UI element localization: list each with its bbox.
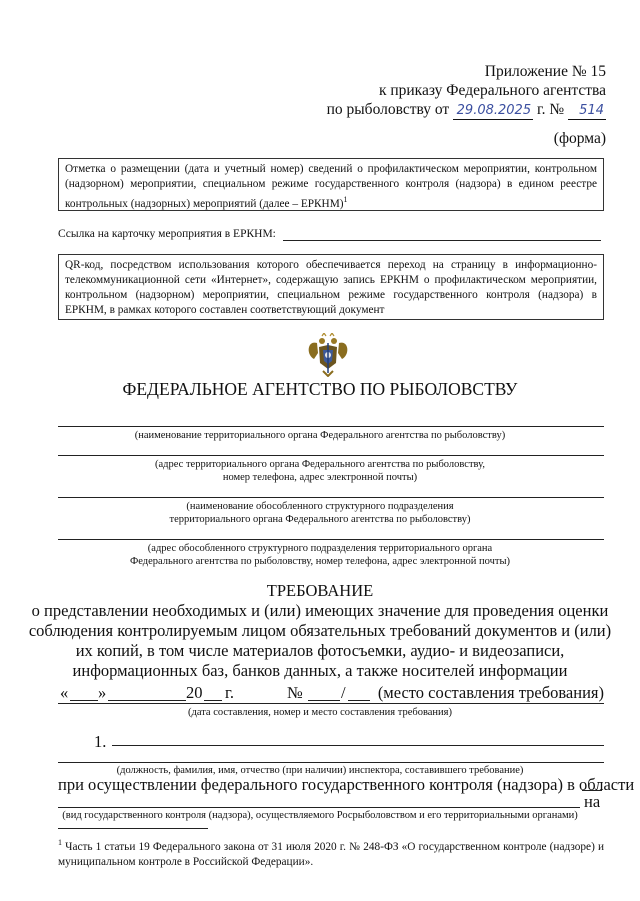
date-caption: (дата составления, номер и место составления требования) <box>187 707 452 718</box>
number-field-2[interactable] <box>348 700 370 701</box>
erknm-link-field[interactable] <box>283 240 601 241</box>
subdivision-address-caption-2: Федерального агентства по рыболовству, номер телефона, адрес электронной почты) <box>129 556 511 567</box>
territorial-name-caption: (наименование территориального органа Федерального агентства по рыболовству) <box>134 430 506 441</box>
requirement-line-4: информационных баз, банков данных, а также носителей информации <box>72 661 568 680</box>
control-line: при осуществлении федерального государственного контроля (надзора) в области <box>58 775 635 794</box>
inspector-caption: (должность, фамилия, имя, отчество (при наличии) инспектора, составившего требование) <box>116 765 524 776</box>
place-label: (место составления требования) <box>377 683 604 702</box>
agency-title: ФЕДЕРАЛЬНОЕ АГЕНТСТВО ПО РЫБОЛОВСТВУ <box>122 379 518 399</box>
order-number-handwritten: 514 <box>568 103 606 120</box>
subdivision-name-field[interactable] <box>58 497 604 498</box>
territorial-address-caption-1: (адрес территориального органа Федерального агентства по рыболовству, <box>155 459 485 470</box>
footnote-mark: 1 <box>58 838 62 847</box>
order-date-handwritten: 29.08.2025 <box>453 103 533 120</box>
control-caption: (вид государственного контроля (надзора), осуществляемого Росрыболовством и его территориальными органами) <box>62 810 578 821</box>
erknm-mark-box <box>58 158 604 211</box>
form-label: (форма) <box>553 130 606 147</box>
appendix-line-3 <box>327 100 606 120</box>
requirement-heading: ТРЕБОВАНИЕ <box>266 581 374 600</box>
number-slash: / <box>341 683 346 702</box>
footnote-text: Часть 1 статьи 19 Федерального закона от 31 июля 2020 г. № 248-ФЗ «О государственном контроле (надзоре) и муниципальном контроле в Российской Федерации». <box>58 840 604 868</box>
year-field[interactable] <box>204 700 222 701</box>
appendix-order-mid: г. № <box>536 101 565 118</box>
year-suffix: г. <box>225 683 235 702</box>
coat-of-arms-emblem <box>305 333 351 377</box>
erknm-link-label: Ссылка на карточку мероприятия в ЕРКНМ: <box>58 228 276 240</box>
appendix-line-1: Приложение № 15 <box>484 63 606 80</box>
inspector-field[interactable] <box>112 745 604 746</box>
subdivision-name-caption-2: территориального органа Федерального агентства по рыболовству) <box>169 514 471 525</box>
requirement-line-3: их копий, в том числе материалов фотосъемки, аудио- и видеозаписи, <box>75 641 565 660</box>
control-suffix: на <box>584 792 601 811</box>
erknm-mark-text: Отметка о размещении (дата и учетный номер) сведений о профилактическом мероприятии, контрольном (надзорном) мероприятии, специальном режиме государственного контроля (надзора) в едином реестре контрольных (надзорных) мероприятий (далее – ЕРКНМ) <box>65 163 597 210</box>
territorial-name-field[interactable] <box>58 426 604 427</box>
erknm-footnote-mark: 1 <box>343 195 348 204</box>
territorial-address-field[interactable] <box>58 455 604 456</box>
appendix-order-prefix: по рыболовству от <box>326 101 450 118</box>
month-field[interactable] <box>108 700 186 701</box>
number-sign: № <box>287 683 303 702</box>
requirement-line-1: о представлении необходимых и (или) имеющих значение для проведения оценки <box>31 601 609 620</box>
year-prefix: 20 <box>186 683 203 702</box>
day-field[interactable] <box>70 700 98 701</box>
footnote <box>58 835 604 870</box>
appendix-line-2: к приказу Федерального агентства <box>378 82 606 99</box>
inspector-index: 1. <box>94 732 107 751</box>
subdivision-name-caption-1: (наименование обособленного структурного подразделения <box>186 501 454 512</box>
subdivision-address-caption-1: (адрес обособленного структурного подразделения территориального органа <box>147 543 493 554</box>
footnote-separator <box>58 828 208 829</box>
control-type-field[interactable] <box>58 807 580 808</box>
qr-code-box <box>58 254 604 320</box>
qr-code-text: QR-код, посредством использования которого обеспечивается переход на страницу в информационно-телекоммуникационной сети «Интернет», содержащую запись ЕРКНМ о профилактическом мероприятии, контрольном (надзорном) мероприятии, специальном режиме государственного контроля (надзора) в ЕРКНМ, в рамках которого составлен соответствующий документ <box>65 259 597 316</box>
date-close-quote: » <box>98 683 107 702</box>
subdivision-address-field[interactable] <box>58 539 604 540</box>
date-open-quote: « <box>60 683 69 702</box>
inspector-field-2[interactable] <box>58 762 604 763</box>
date-row-underline <box>58 703 604 704</box>
number-field-1[interactable] <box>308 700 340 701</box>
requirement-line-2: соблюдения контролируемым лицом обязательных требований документов и (или) <box>28 621 612 640</box>
territorial-address-caption-2: номер телефона, адрес электронной почты) <box>222 472 418 483</box>
